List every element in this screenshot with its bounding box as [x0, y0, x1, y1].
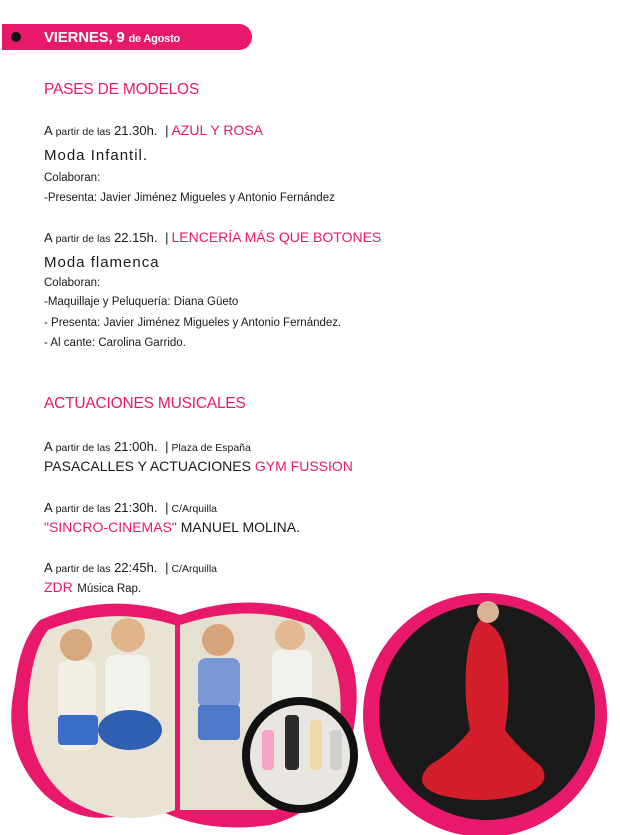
section-title-pases: PASES DE MODELOS	[44, 81, 200, 98]
shopper-figure	[262, 730, 274, 770]
act-time-line: A partir de las 21:00h. | Plaza de España	[44, 439, 251, 454]
act-name: "SINCRO-CINEMAS" MANUEL MOLINA.	[44, 519, 301, 535]
child-figure	[198, 705, 240, 740]
child-figure	[198, 658, 240, 708]
child-figure	[111, 618, 145, 652]
date-header	[44, 29, 180, 46]
date-day: VIERNES, 9	[44, 29, 125, 46]
shopper-figure	[310, 720, 322, 770]
event-name: AZUL Y ROSA	[171, 122, 264, 138]
flamenco-head	[477, 601, 499, 623]
event-subtitle: Moda Infantil.	[44, 147, 149, 164]
event-name: LENCERÍA MÁS QUE BOTONES	[171, 229, 382, 245]
child-figure	[202, 624, 234, 656]
act-place: C/Arquilla	[171, 503, 217, 515]
photo-collage	[0, 590, 620, 835]
act-time-line: A partir de las 21:30h. | C/Arquilla	[44, 500, 217, 515]
act-time-line: A partir de las 22:45h. | C/Arquilla	[44, 560, 217, 575]
colab-label: Colaboran:	[44, 172, 101, 184]
colab-label: Colaboran:	[44, 277, 101, 289]
event-time-line: A partir de las 22.15h. | LENCERÍA MÁS QUE BOTONES	[44, 229, 382, 245]
event-time-line: A partir de las 21.30h. | AZUL Y ROSA	[44, 122, 264, 138]
colab-line: - Presenta: Javier Jiménez Migueles y Antonio Fernández.	[44, 317, 342, 329]
date-month: de Agosto	[128, 33, 181, 45]
act-name: ZDR Música Rap.	[44, 579, 142, 595]
child-figure	[58, 715, 98, 745]
act-place: C/Arquilla	[171, 563, 217, 575]
section-title-musica: ACTUACIONES MUSICALES	[44, 395, 246, 412]
colab-line: -Maquillaje y Peluquería: Diana Güeto	[44, 296, 239, 308]
colab-line: - Al cante: Carolina Garrido.	[44, 337, 186, 349]
child-figure	[275, 620, 305, 650]
shopper-figure	[330, 730, 342, 770]
act-name: PASACALLES Y ACTUACIONES GYM FUSSION	[44, 458, 353, 474]
child-figure	[60, 629, 92, 661]
colab-line: -Presenta: Javier Jiménez Migueles y Antonio Fernández	[44, 192, 335, 204]
bullet-dot-icon	[11, 32, 21, 42]
event-subtitle: Moda flamenca	[44, 254, 160, 271]
child-figure	[98, 710, 162, 750]
act-place: Plaza de España	[171, 442, 251, 454]
shopper-figure	[285, 715, 299, 770]
